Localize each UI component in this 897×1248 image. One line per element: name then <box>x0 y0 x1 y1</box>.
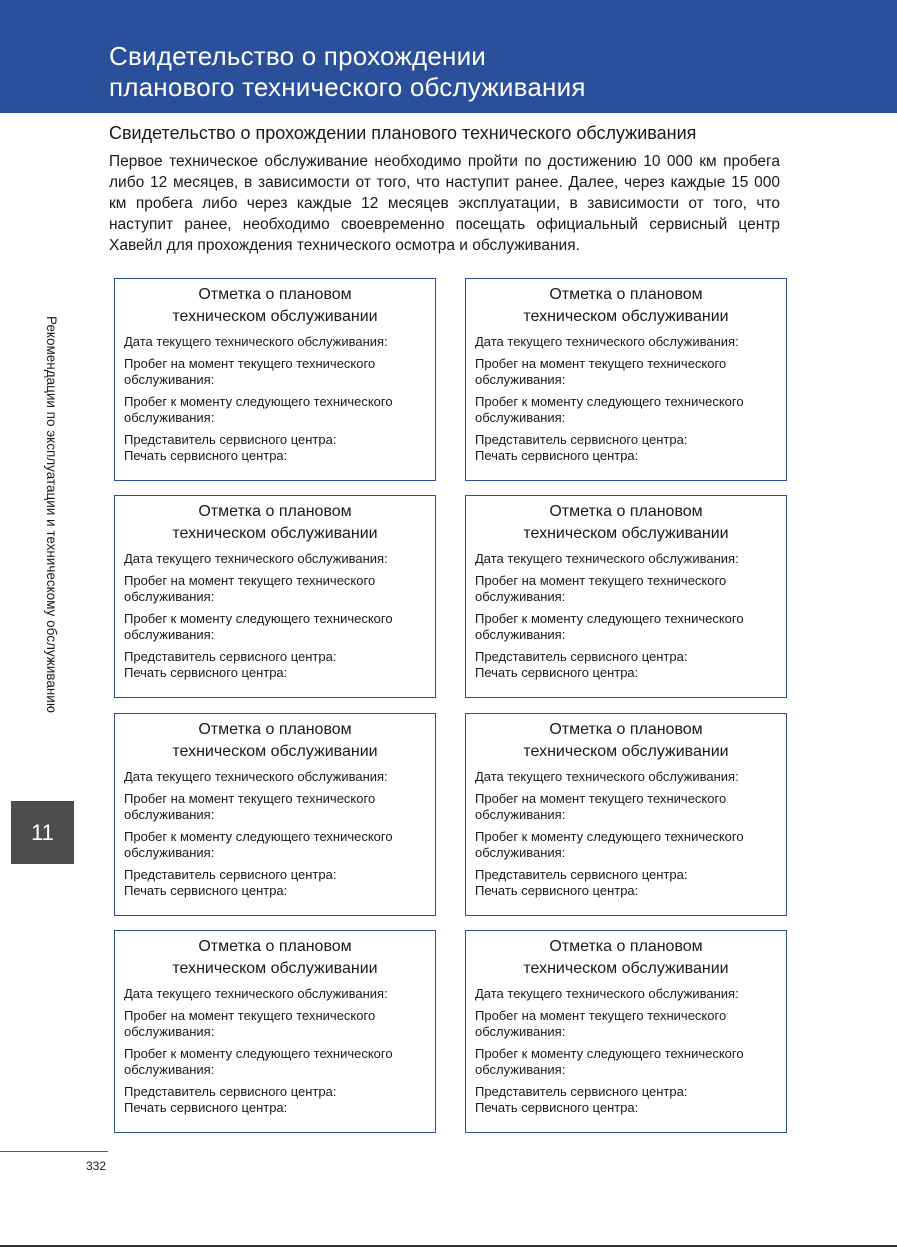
current-mileage-label: Пробег на момент текущего технического обслуживания: <box>124 791 376 822</box>
side-chapter-label: Рекомендации по эксплуатации и техническому обслуживанию <box>44 316 59 713</box>
card-title <box>466 284 786 328</box>
card-title-line2: техническом обслуживании <box>523 308 729 325</box>
card-title-line2: техническом обслуживании <box>523 743 729 760</box>
page-number: 332 <box>86 1159 107 1173</box>
card-title <box>466 501 786 545</box>
service-stamp-label: Печать сервисного центра: <box>124 883 288 898</box>
current-service-date-label: Дата текущего технического обслуживания: <box>124 334 388 349</box>
page-title-line2: планового технического обслуживания <box>109 72 586 102</box>
card-title-line1: Отметка о плановом <box>198 503 352 520</box>
service-representative-label: Представитель сервисного центра: <box>124 432 337 447</box>
current-service-date-label: Дата текущего технического обслуживания: <box>475 986 739 1001</box>
current-mileage-label: Пробег на момент текущего технического обслуживания: <box>124 573 376 604</box>
service-representative-label: Представитель сервисного центра: <box>475 1084 688 1099</box>
page-title <box>109 41 586 103</box>
service-stamp-label: Печать сервисного центра: <box>475 665 639 680</box>
card-title-line2: техническом обслуживании <box>523 525 729 542</box>
current-mileage-label: Пробег на момент текущего технического обслуживания: <box>475 1008 727 1039</box>
service-representative-label: Представитель сервисного центра: <box>124 867 337 882</box>
current-service-date-label: Дата текущего технического обслуживания: <box>475 334 739 349</box>
card-title <box>466 719 786 763</box>
card-title-line1: Отметка о плановом <box>549 503 703 520</box>
page-title-line1: Свидетельство о прохождении <box>109 41 487 71</box>
card-title-line1: Отметка о плановом <box>549 286 703 303</box>
card-title <box>466 936 786 980</box>
next-service-mileage-label: Пробег к моменту следующего технического обслуживания: <box>475 394 744 425</box>
card-title <box>115 501 435 545</box>
card-title <box>115 936 435 980</box>
current-mileage-label: Пробег на момент текущего технического обслуживания: <box>475 573 727 604</box>
current-service-date-label: Дата текущего технического обслуживания: <box>124 986 388 1001</box>
current-mileage-label: Пробег на момент текущего технического обслуживания: <box>475 356 727 387</box>
current-service-date-label: Дата текущего технического обслуживания: <box>124 551 388 566</box>
current-mileage-label: Пробег на момент текущего технического обслуживания: <box>124 356 376 387</box>
card-title-line2: техническом обслуживании <box>172 743 378 760</box>
current-mileage-label: Пробег на момент текущего технического обслуживания: <box>475 791 727 822</box>
card-title-line1: Отметка о плановом <box>549 938 703 955</box>
service-stamp-label: Печать сервисного центра: <box>124 665 288 680</box>
next-service-mileage-label: Пробег к моменту следующего технического обслуживания: <box>124 611 393 642</box>
service-record-card <box>465 278 787 481</box>
service-stamp-label: Печать сервисного центра: <box>475 883 639 898</box>
service-representative-label: Представитель сервисного центра: <box>124 1084 337 1099</box>
service-stamp-label: Печать сервисного центра: <box>124 1100 288 1115</box>
card-title-line1: Отметка о плановом <box>198 286 352 303</box>
footer-line <box>0 1151 108 1152</box>
service-representative-label: Представитель сервисного центра: <box>475 432 688 447</box>
chapter-tab: 11 <box>11 801 74 864</box>
service-record-card <box>465 930 787 1133</box>
service-record-card <box>465 713 787 916</box>
service-representative-label: Представитель сервисного центра: <box>124 649 337 664</box>
card-title <box>115 719 435 763</box>
service-stamp-label: Печать сервисного центра: <box>475 1100 639 1115</box>
intro-paragraph: Первое техническое обслуживание необходимо пройти по достижению 10 000 км пробега либо 12 месяцев, в зависимости от того, что наступит ранее. Далее, через каждые 15 000 км пробега либо через каждые 12 месяцев эксплуатации, в зависимости от того, что наступит ранее, необходимо своевременно посещать официальный сервисный центр Хавейл для прохождения технического осмотра и обслуживания. <box>109 153 780 254</box>
header-banner <box>0 0 897 113</box>
service-record-card <box>465 495 787 698</box>
card-title-line2: техническом обслуживании <box>523 960 729 977</box>
next-service-mileage-label: Пробег к моменту следующего технического обслуживания: <box>475 829 744 860</box>
current-service-date-label: Дата текущего технического обслуживания: <box>475 769 739 784</box>
next-service-mileage-label: Пробег к моменту следующего технического обслуживания: <box>124 1046 393 1077</box>
card-title <box>115 284 435 328</box>
card-title-line2: техническом обслуживании <box>172 308 378 325</box>
section-title: Свидетельство о прохождении планового технического обслуживания <box>109 123 697 143</box>
card-title-line2: техническом обслуживании <box>172 960 378 977</box>
next-service-mileage-label: Пробег к моменту следующего технического обслуживания: <box>124 394 393 425</box>
card-title-line1: Отметка о плановом <box>549 721 703 738</box>
bottom-rule <box>0 1245 897 1247</box>
current-mileage-label: Пробег на момент текущего технического обслуживания: <box>124 1008 376 1039</box>
current-service-date-label: Дата текущего технического обслуживания: <box>124 769 388 784</box>
current-service-date-label: Дата текущего технического обслуживания: <box>475 551 739 566</box>
next-service-mileage-label: Пробег к моменту следующего технического обслуживания: <box>124 829 393 860</box>
next-service-mileage-label: Пробег к моменту следующего технического обслуживания: <box>475 611 744 642</box>
service-representative-label: Представитель сервисного центра: <box>475 867 688 882</box>
card-title-line1: Отметка о плановом <box>198 938 352 955</box>
service-record-card <box>114 713 436 916</box>
service-stamp-label: Печать сервисного центра: <box>475 448 639 463</box>
card-title-line1: Отметка о плановом <box>198 721 352 738</box>
service-record-card <box>114 278 436 481</box>
service-stamp-label: Печать сервисного центра: <box>124 448 288 463</box>
card-title-line2: техническом обслуживании <box>172 525 378 542</box>
service-record-card <box>114 495 436 698</box>
service-representative-label: Представитель сервисного центра: <box>475 649 688 664</box>
service-record-card <box>114 930 436 1133</box>
next-service-mileage-label: Пробег к моменту следующего технического обслуживания: <box>475 1046 744 1077</box>
